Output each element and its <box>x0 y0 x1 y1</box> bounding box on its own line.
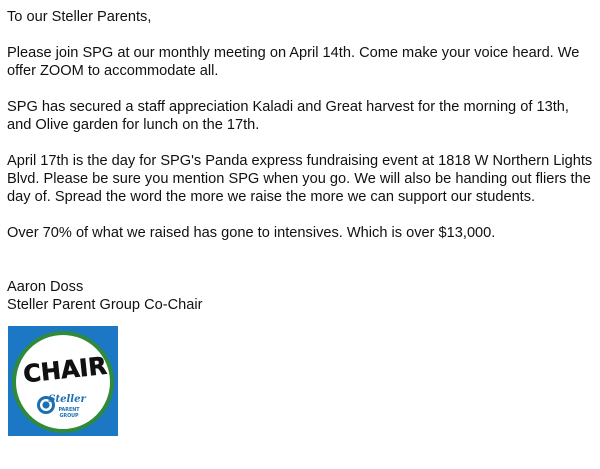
signature-name: Aaron Doss <box>7 279 84 295</box>
badge-brand-line2: GROUP <box>59 414 79 419</box>
paragraph-fundraiser: April 17th is the day for SPG's Panda express fundraising event at 1818 W Northern Lights Blvd. Please be sure you mention SPG when you go. We will also be handing out fliers the day of. Spread the word the more we raise the more we can support our students. <box>7 153 593 205</box>
chair-badge-graphic <box>8 326 118 436</box>
signature-title: Steller Parent Group Co-Chair <box>7 297 203 313</box>
greeting: To our Steller Parents, <box>7 9 152 25</box>
letter-body <box>7 8 595 314</box>
chair-badge-logo <box>8 326 118 436</box>
paragraph-meeting: Please join SPG at our monthly meeting on April 14th. Come make your voice heard. We offer ZOOM to accommodate all. <box>7 45 580 79</box>
badge-brand-script: Steller <box>48 394 86 405</box>
paragraph-staff-appreciation: SPG has secured a staff appreciation Kaladi and Great harvest for the morning of 13th, and Olive garden for lunch on the 17th. <box>7 99 569 133</box>
badge-word: CHAIR <box>21 351 109 389</box>
paragraph-funds-raised: Over 70% of what we raised has gone to intensives. Which is over $13,000. <box>7 225 496 241</box>
badge-brand-line1: PARENT <box>58 408 80 413</box>
spacer <box>7 260 595 278</box>
